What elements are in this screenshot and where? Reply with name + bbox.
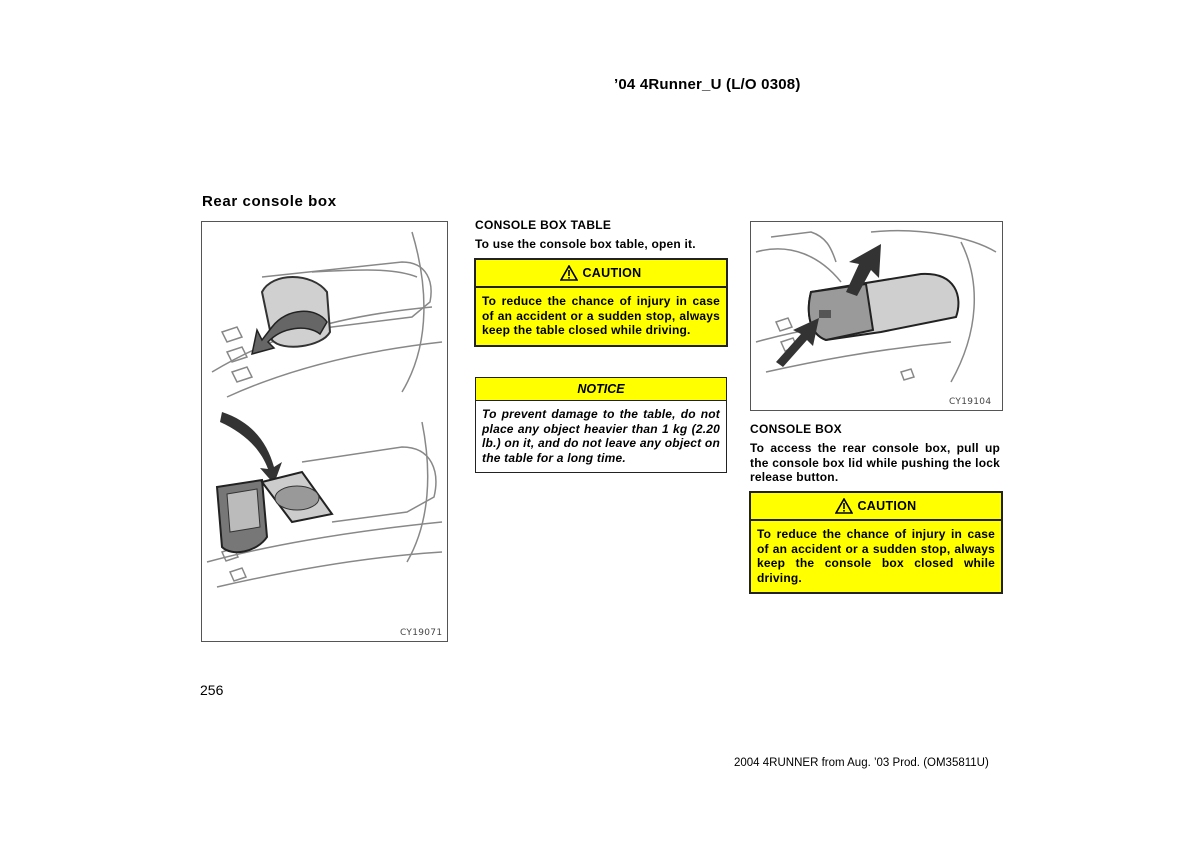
- console-table-instruction: To use the console box table, open it.: [475, 237, 696, 251]
- caution-label: CAUTION: [857, 499, 917, 513]
- warning-triangle-icon: [835, 498, 853, 514]
- caution-header: [751, 493, 1001, 521]
- header-title: ’04 4Runner_U (L/O 0308): [614, 76, 801, 93]
- console-table-heading: CONSOLE BOX TABLE: [475, 218, 612, 232]
- figure-code-left: CY19071: [400, 628, 443, 638]
- console-box-illustration: [751, 222, 1002, 410]
- console-table-illustration: [202, 222, 447, 641]
- console-box-instruction: To access the rear console box, pull up the console box lid while pushing the lock release button.: [750, 441, 1000, 484]
- figure-console-box: [750, 221, 1003, 411]
- page-number: 256: [200, 682, 224, 698]
- notice-label: NOTICE: [577, 382, 625, 396]
- caution-header: [476, 260, 726, 288]
- publication-footer: 2004 4RUNNER from Aug. ’03 Prod. (OM35811U): [734, 757, 989, 769]
- notice-text: To prevent damage to the table, do not place any object heavier than 1 kg (2.20 lb.) on it, and do not leave any object on the table for a long time.: [482, 407, 720, 465]
- figure-code-right: CY19104: [949, 397, 992, 407]
- notice-box-table: [475, 377, 727, 473]
- caution-text: To reduce the chance of injury in case of an accident or a sudden stop, always keep the table closed while driving.: [476, 288, 726, 345]
- figure-console-table: [201, 221, 448, 642]
- notice-header: [476, 378, 726, 401]
- caution-box-table: [474, 258, 728, 347]
- caution-box-console: [749, 491, 1003, 594]
- console-box-heading: CONSOLE BOX: [750, 422, 842, 436]
- caution-label: CAUTION: [582, 266, 642, 280]
- warning-triangle-icon: [560, 265, 578, 281]
- caution-text: To reduce the chance of injury in case of an accident or a sudden stop, always keep the console box closed while driving.: [751, 521, 1001, 592]
- section-title: Rear console box: [202, 193, 337, 210]
